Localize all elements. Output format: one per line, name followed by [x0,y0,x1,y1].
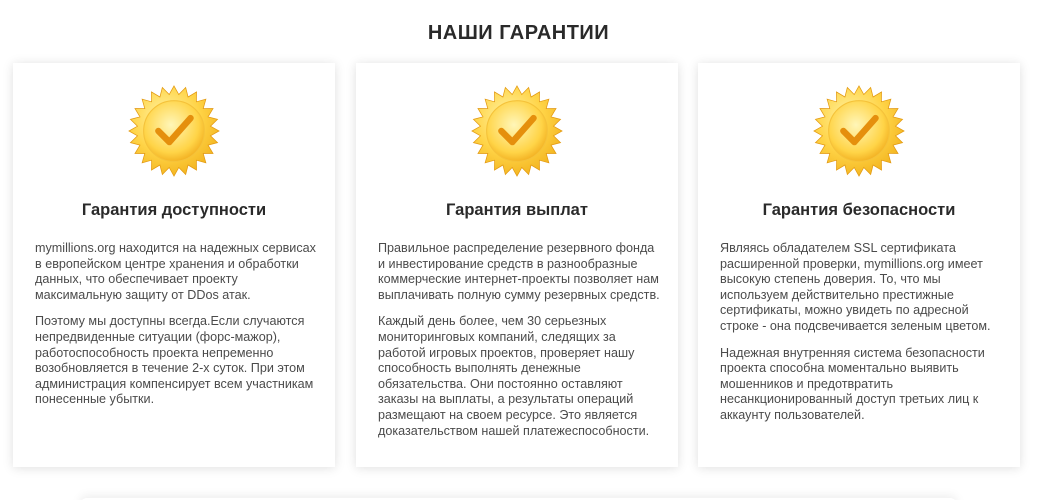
card-paragraph: Каждый день более, чем 30 серьезных мониторинговых компаний, следящих за работой игровых проектов, проверяет нашу способность выполнять денежные обязательства. Они постоянно оставляют заказы на выплаты, а результаты операций размещают на своем ресурсе. Это является доказательством нашей платежеспособности. [378,314,650,438]
card-text [720,241,1002,435]
card-title: Гарантия выплат [446,201,588,219]
card-paragraph: Правильное распределение резервного фонда и инвестирование средств в разнообразные коммерческие интернет-проекты позволяет нам выплачивать полную сумму резервных средств. [378,241,660,302]
card-paragraph: Поэтому мы доступны всегда.Если случаются непредвиденные ситуации (форс-мажор), работоспособность проекта непременно возобновляется в течение 2-х суток. При этом администрация компенсирует всем участникам понесенные убытки. [35,314,314,407]
card-text [35,241,317,419]
section-title: НАШИ ГАРАНТИИ [427,22,610,44]
card-paragraph: mymillions.org находится на надежных сервисах в европейском центре хранения и обработки данных, что обеспечивает проекту максимальную защиту от DDos атак. [35,241,316,302]
card-paragraph: Являясь обладателем SSL сертификата расширенной проверки, mymillions.org имеет высокую степень доверия. То, что мы используем действительно престижные сертификаты, можно увидеть по адресной строке - она подсвечивается зеленым цветом. [720,241,991,333]
guarantee-card-availability [13,63,335,467]
guarantee-card-payouts [356,63,678,467]
guarantee-card-security [698,63,1020,467]
award-seal-check-icon [128,85,220,177]
card-title: Гарантия безопасности [762,201,956,219]
card-text [378,241,660,450]
award-seal-check-icon [471,85,563,177]
card-title: Гарантия доступности [81,201,267,219]
award-seal-check-icon [813,85,905,177]
card-paragraph: Надежная внутренняя система безопасности проекта способна моментально выявить мошенников и предотвратить несанкционированный доступ третьих лиц к аккаунту пользователей. [720,345,985,422]
